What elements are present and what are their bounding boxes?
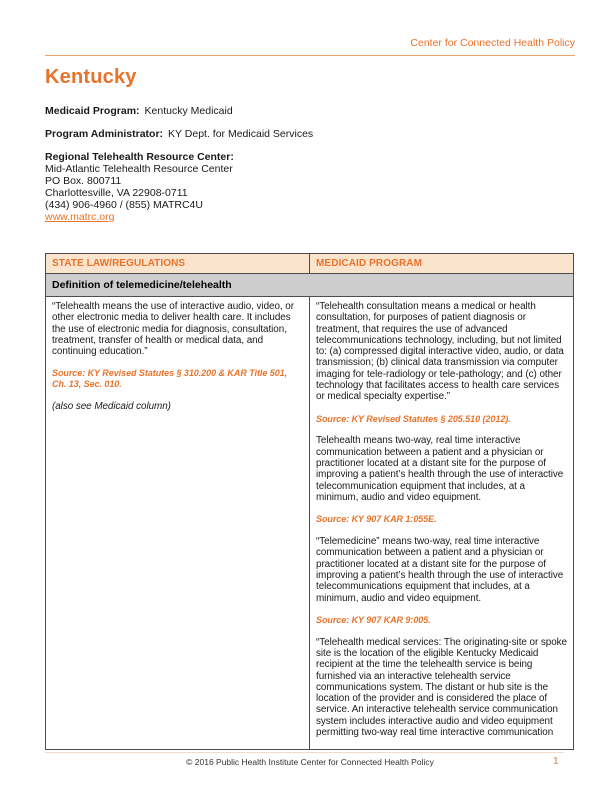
table-content-row xyxy=(46,297,574,750)
program-administrator-value: KY Dept. for Medicaid Services xyxy=(168,128,314,140)
resource-center-block xyxy=(45,151,565,223)
medicaid-program-value: Kentucky Medicaid xyxy=(144,105,233,117)
policy-table xyxy=(45,253,574,750)
table-header-row xyxy=(46,254,574,274)
footer-copyright: © 2016 Public Health Institute Center for Connected Health Policy xyxy=(186,757,434,767)
medicaid-source-citation-3: Source: KY 907 KAR 9:005. xyxy=(316,614,431,625)
medicaid-program-line xyxy=(45,105,565,117)
resource-center-website-link[interactable]: www.matrc.org xyxy=(45,211,115,223)
resource-center-city: Charlottesville, VA 22908-0711 xyxy=(45,187,188,199)
header-rule xyxy=(45,55,575,56)
resource-center-name: Mid-Atlantic Telehealth Resource Center xyxy=(45,163,233,175)
resource-center-label: Regional Telehealth Resource Center: xyxy=(45,151,234,163)
telehealth-definition-paragraph: Telehealth means two-way, real time interactive communication between a patient and a physician or practitioner located at a distant site for the purpose of improving a patient’s health through the use of interactive telecommunication equipment that includes, at a minimum, audio and video equipment. xyxy=(316,435,564,503)
footer-rule xyxy=(45,752,564,753)
resource-center-phone: (434) 906-4960 / (855) MATRC4U xyxy=(45,199,203,211)
state-law-definition-paragraph: “Telehealth means the use of interactive audio, video, or other electronic media to deliver health care. It includes the use of electronic media for diagnosis, consultation, treatment, transfer of health or medical data, and continuing education.” xyxy=(52,301,294,358)
page-number: 1 xyxy=(553,756,559,767)
column-header-medicaid-program: MEDICAID PROGRAM xyxy=(310,254,574,274)
telemedicine-definition-paragraph: “Telemedicine” means two-way, real time interactive communication between a patient and a physician or practitioner located at a distant site for the purpose of improving a patient’s health through the use of interactive telecommunications equipment that includes, at a minimum, audio and video equipment. xyxy=(316,536,564,604)
header-brand: Center for Connected Health Policy xyxy=(410,37,575,49)
medicaid-program-label: Medicaid Program: xyxy=(45,105,140,117)
state-law-source-citation: Source: KY Revised Statutes § 310.200 & KAR Title 501, Ch. 13, Sec. 010. xyxy=(52,368,288,390)
resource-center-pobox: PO Box. 800711 xyxy=(45,175,122,187)
section-header-definition: Definition of telemedicine/telehealth xyxy=(46,274,574,297)
program-administrator-label: Program Administrator: xyxy=(45,128,164,140)
program-info xyxy=(45,105,565,223)
medicaid-program-cell xyxy=(310,297,574,750)
page-title: Kentucky xyxy=(45,66,137,88)
see-medicaid-column-note: (also see Medicaid column) xyxy=(52,401,171,413)
medicaid-source-citation-1: Source: KY Revised Statutes § 205.510 (2012). xyxy=(316,413,511,424)
state-law-cell xyxy=(46,297,310,750)
program-administrator-line xyxy=(45,128,565,140)
column-header-state-law: STATE LAW/REGULATIONS xyxy=(46,254,310,274)
telehealth-consultation-paragraph: “Telehealth consultation means a medical or health consultation, for purposes of patient diagnosis or treatment, that requires the use of advanced telecommunications technology, including, but not limited to: (a) compressed digital interactive video, audio, or data transmission; (b) clinical data transmission via computer imaging for tele-radiology or tele-pathology; and (c) other technology that facilitates access to health care services or medical specialty expertise.” xyxy=(316,301,564,403)
medicaid-source-citation-2: Source: KY 907 KAR 1:055E. xyxy=(316,514,437,525)
telehealth-medical-services-paragraph: “Telehealth medical services: The originating-site or spoke site is the location of the eligible Kentucky Medicaid recipient at the time the telehealth service is being furnished via an interactive telehealth service communications system. The distant or hub site is the location of the provider and is considered the place of service. An interactive telehealth service communication system includes interactive audio and video equipment permitting two-way real time interactive communication xyxy=(316,636,567,738)
section-header-row xyxy=(46,274,574,297)
